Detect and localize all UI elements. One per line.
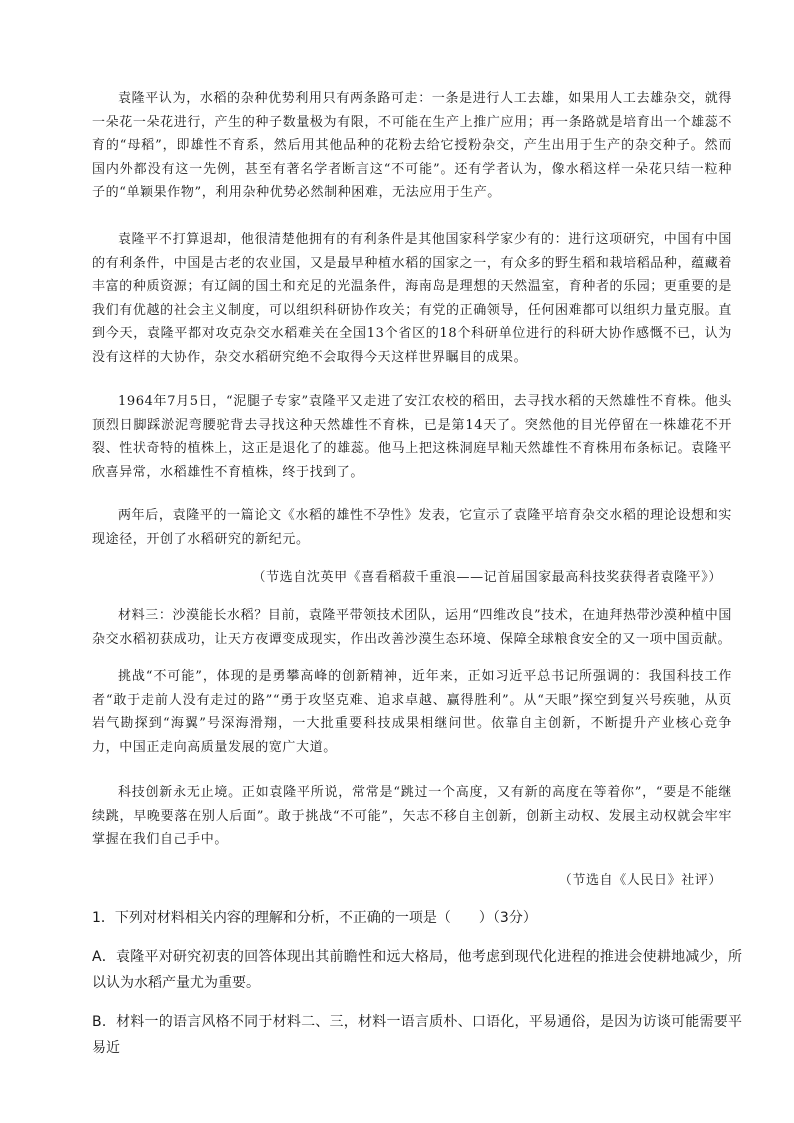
paragraph-yuan-two-paths: 袁隆平认为，水稻的杂种优势利用只有两条路可走：一条是进行人工去雄，如果用人工去雄杂交，就得一朵花一朵花进行，产生的种子数量极为有限，不可能在生产上推广应用；再一条路就是培育出一个雄蕊不育的“母稻”，即雄性不育系，然后用其他品种的花粉去给它授粉杂交，产生出用于生产的杂交种子。然而国内外都没有这一先例，甚至有著名学者断言这“不可能”。还有学者认为，像水稻这样一朵花只结一粒种子的“单颖果作物”，利用杂种优势必然制种困难，无法应用于生产。	[92, 91, 732, 200]
question-1-option-a[interactable]: A．袁隆平对研究初衷的回答体现出其前瞻性和远大格局，他考虑到现代化进程的推进会使耕地减少，所以认为水稻产量尤为重要。	[92, 949, 742, 991]
paragraph-challenge-impossible: 挑战“不可能”，体现的是勇攀高峰的创新精神，近年来，正如习近平总书记所强调的：我国科技工作者“敢于走前人没有走过的路”“勇于攻坚克难、追求卓越、赢得胜利”。从“天眼”探空到复兴号疾驰，从页岩气勘探到“海翼”号深海滑翔，一大批重要科技成果相继问世。依靠自主创新，不断提升产业核心竞争力，中国正走向高质量发展的宽广大道。	[92, 669, 732, 755]
paragraph-favorable-conditions: 袁隆平不打算退却，他很清楚他拥有的有利条件是其他国家科学家少有的：进行这项研究，中国有中国的有利条件，中国是古老的农业国，又是最早种植水稻的国家之一，有众多的野生稻和栽培稻品种，蕴藏着丰富的种质资源；有辽阔的国土和充足的光温条件，海南岛是理想的天然温室，育种者的乐园；更重要的是我们有优越的社会主义制度，可以组织科研协作攻关；有党的正确领导，任何困难都可以组织力量克服。直到今天，袁隆平都对攻克杂交水稻难关在全国13个省区的18个科研单位进行的科研大协作感慨不已，认为没有这样的大协作，杂交水稻研究绝不会取得今天这样世界瞩目的成果。	[92, 232, 732, 365]
paragraph-thesis-published: 两年后，袁隆平的一篇论文《水稻的雄性不孕性》发表，它宣示了袁隆平培育杂交水稻的理论设想和实现途径，开创了水稻研究的新纪元。	[92, 508, 732, 547]
question-1-stem: 1．下列对材料相关内容的理解和分析，不正确的一项是（ ）（3分）	[92, 910, 537, 926]
question-1-option-b[interactable]: B．材料一的语言风格不同于材料二、三，材料一语言质朴、口语化，平易通俗，是因为访谈可能需要平易近	[92, 1014, 742, 1056]
paragraph-innovation-endless: 科技创新永无止境。正如袁隆平所说，常常是“跳过一个高度，又有新的高度在等着你”，“要是不能继续跳，早晚要落在别人后面”。敢于挑战“不可能”，矢志不移自主创新，创新主动权、发展主动权就会牢牢掌握在我们自己手中。	[92, 785, 732, 847]
source-citation-2: （节选自《人民日》社评）	[558, 873, 722, 888]
paragraph-1964-discovery: 1964年7月5日，“泥腿子专家”袁隆平又走进了安江农校的稻田，去寻找水稻的天然雄性不育株。他头顶烈日脚踩淤泥弯腰驼背去寻找这种天然雄性不育株，已是第14天了。突然他的目光停留在一株雄花不开裂、性状奇特的植株上，这正是退化了的雄蕊。他马上把这株洞庭早籼天然雄性不育株用布条标记。袁隆平欣喜异常，水稻雄性不育植株，终于找到了。	[92, 394, 732, 480]
paragraph-material-three: 材料三：沙漠能长水稻？目前，袁隆平带领技术团队，运用“四维改良”技术，在迪拜热带沙漠种植中国杂交水稻初获成功，让天方夜谭变成现实，作出改善沙漠生态环境、保障全球粮食安全的又一项中国贡献。	[92, 608, 732, 647]
source-citation-1: （节选自沈英甲《喜看稻菽千重浪——记首届国家最高科技奖获得者袁隆平》）	[252, 570, 722, 585]
